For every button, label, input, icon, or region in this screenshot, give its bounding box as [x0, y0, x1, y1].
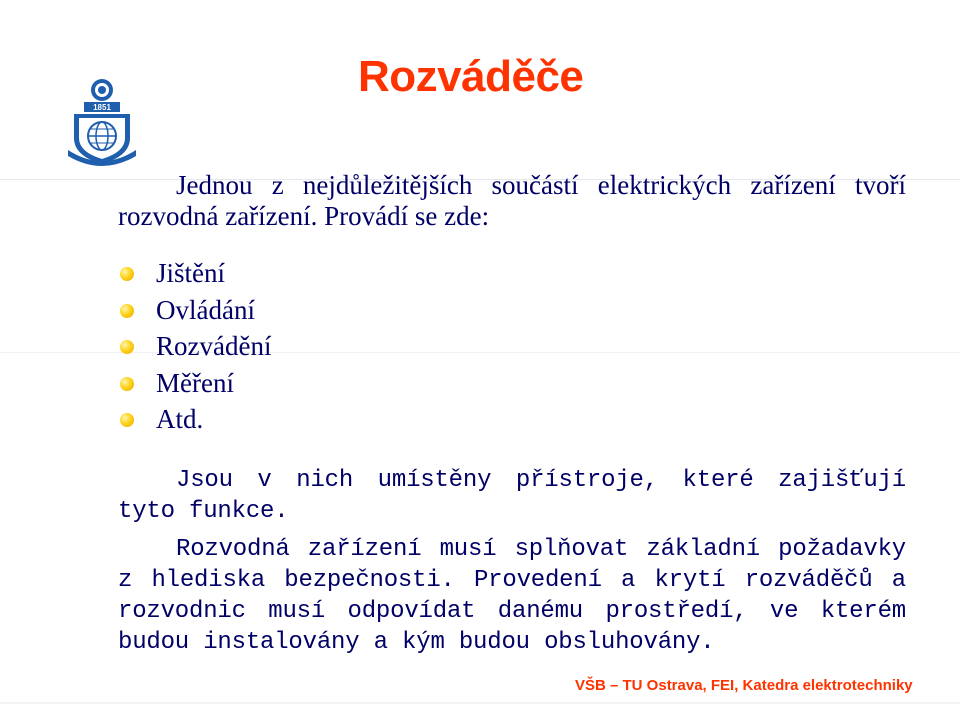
- bullet-label: Jištění: [156, 258, 226, 288]
- bullet-dot-icon: [120, 267, 134, 281]
- footer-text: VŠB – TU Ostrava, FEI, Katedra elektrotechniky: [575, 677, 913, 694]
- bullet-item: [118, 365, 271, 402]
- bullet-label: Atd.: [156, 404, 204, 434]
- bullet-item: [118, 255, 271, 292]
- logo-year: 1851: [93, 103, 111, 112]
- bullet-label: Měření: [156, 367, 234, 398]
- footer-divider: [0, 702, 960, 704]
- bullet-item: [118, 328, 271, 365]
- slide-title: Rozváděče: [358, 52, 584, 101]
- bullet-dot-icon: [120, 304, 134, 318]
- bullet-label: Rozvádění: [156, 331, 272, 361]
- requirements-paragraph: Rozvodná zařízení musí splňovat základní požadavky z hlediska bezpečnosti. Provedení a krytí rozváděčů a rozvodnic musí odpovídat danému prostředí, ve kterém budou instalovány a kým budou obsluhovány.: [118, 536, 906, 656]
- bullet-dot-icon: [120, 413, 134, 427]
- bullet-dot-icon: [120, 340, 134, 354]
- bullet-item: [118, 401, 271, 438]
- bullet-list: [118, 255, 271, 438]
- devices-paragraph: Jsou v nich umístěny přístroje, které zajišťují tyto funkce.: [118, 467, 906, 525]
- intro-paragraph: Jednou z nejdůležitějších součástí elektrických zařízení tvoří rozvodná zařízení. Provádí se zde:: [118, 170, 906, 231]
- bullet-item: [118, 292, 271, 329]
- bullet-label: Ovládání: [156, 294, 255, 325]
- university-crest-icon: [66, 76, 138, 166]
- bullet-dot-icon: [120, 377, 134, 391]
